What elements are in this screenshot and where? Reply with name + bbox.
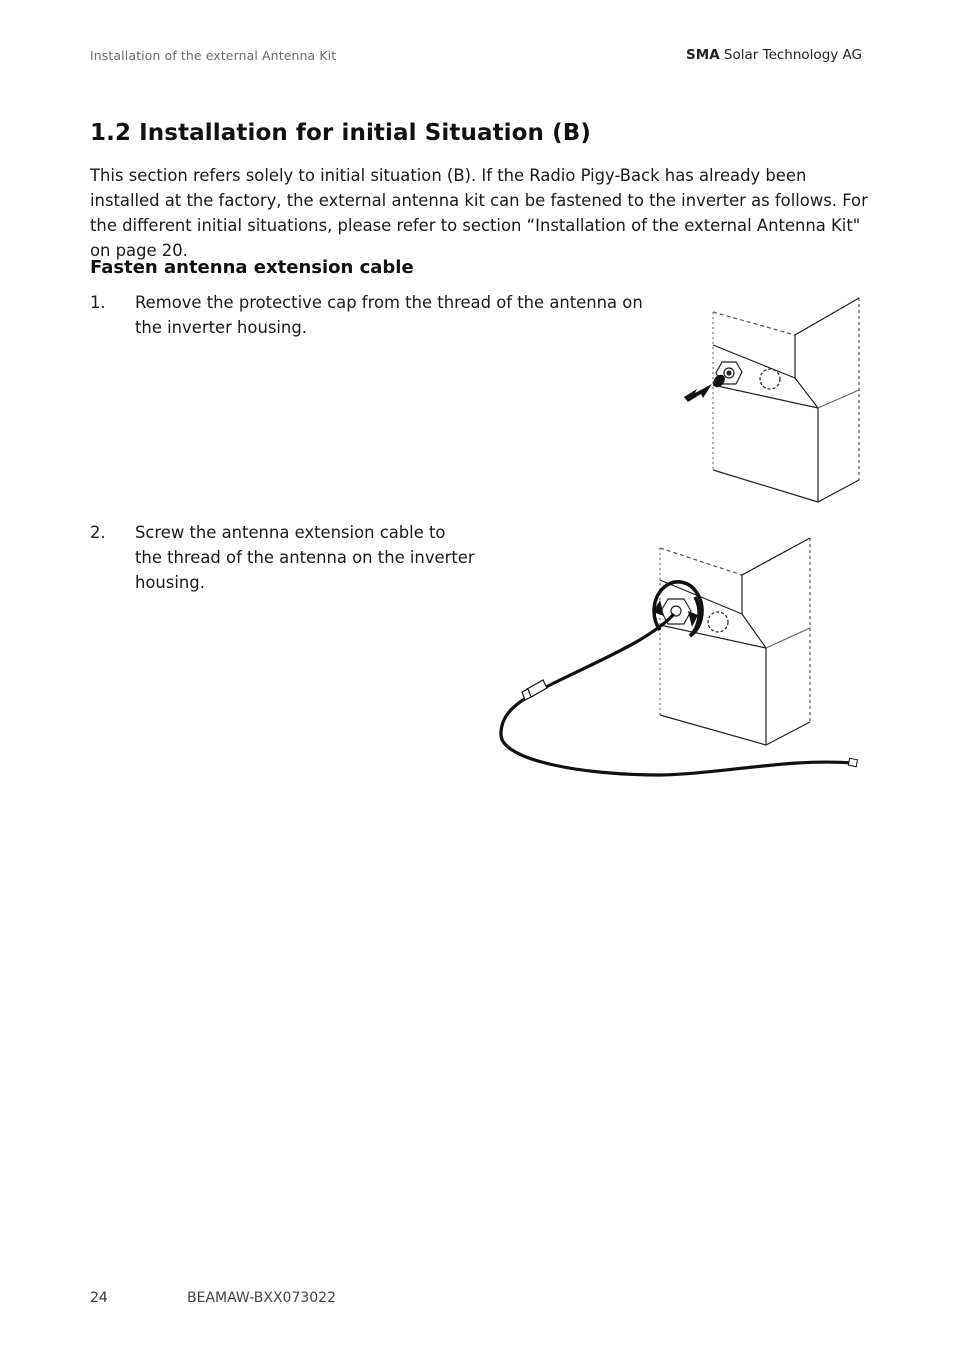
step-number: 1. xyxy=(90,293,106,312)
page-number: 24 xyxy=(90,1290,108,1306)
screw-cable-illustration xyxy=(495,535,865,785)
step-text: Screw the antenna extension cable to the thread of the antenna on the inverter housing. xyxy=(135,523,475,592)
step-number: 2. xyxy=(90,523,106,542)
step-text: Remove the protective cap from the thread of the antenna on the inverter housing. xyxy=(135,293,643,337)
remove-cap-illustration xyxy=(670,290,870,510)
intro-paragraph: This section refers solely to initial situation (B). If the Radio Pigy-Back has already been installed at the factory, the external antenna kit can be fastened to the inverter as follows. For the different initial situations, please refer to section “Installation of the external Antenna Kit" on page 20. xyxy=(90,166,868,260)
running-header-title: Installation of the external Antenna Kit xyxy=(90,48,337,63)
section-title: 1.2 Installation for initial Situation (B) xyxy=(90,120,591,146)
document-code: BEAMAW-BXX073022 xyxy=(187,1290,336,1306)
subsection-title: Fasten antenna extension cable xyxy=(90,257,414,278)
running-header-company xyxy=(686,47,862,63)
brand-name: SMA xyxy=(686,47,720,63)
company-name: Solar Technology AG xyxy=(719,47,862,63)
